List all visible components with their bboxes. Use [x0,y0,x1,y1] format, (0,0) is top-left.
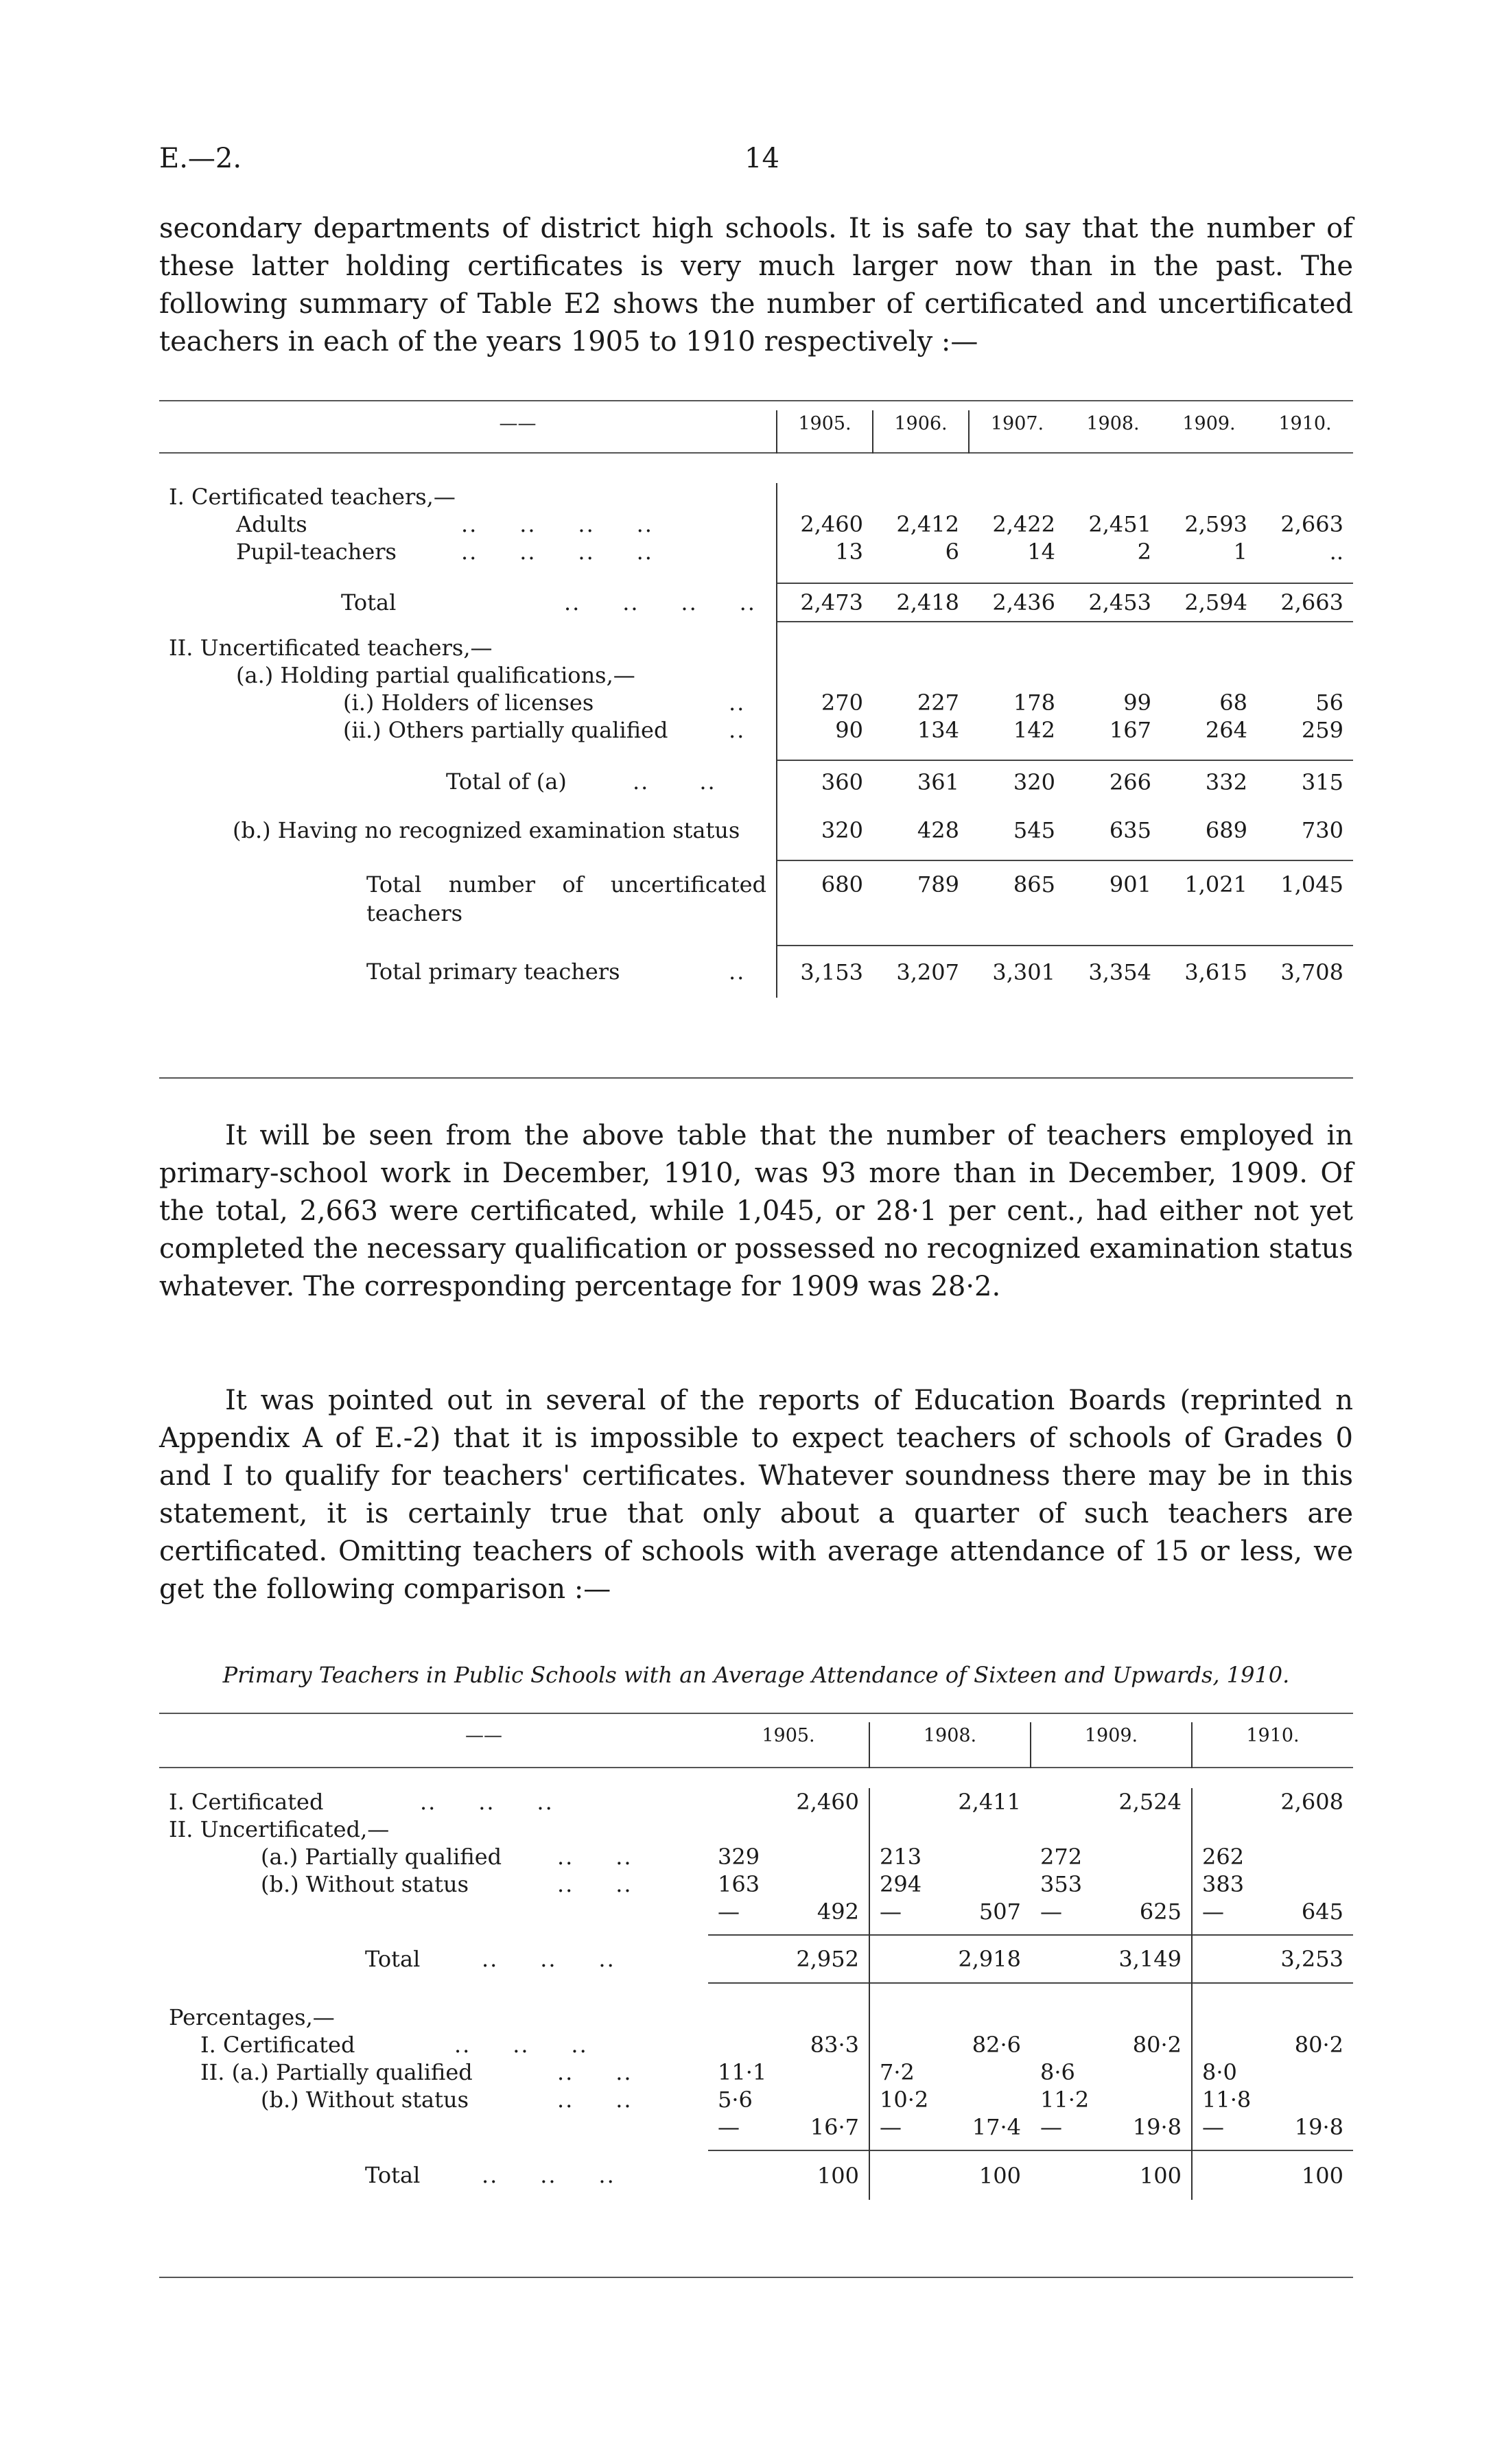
cell: 320 [969,760,1065,803]
section-uncertificated-label: II. Uncertificated teachers,— [169,635,493,661]
certificated-total-label: Total [341,589,397,615]
table-row: Total of (a) .. .. 360 361 320 266 332 315 [159,760,1353,803]
cell: 2,473 [777,583,873,622]
cell: 320 [777,817,873,844]
cell: 428 [917,817,959,843]
table-row: Total .. .. .. 2,952 2,918 3,149 3,253 [159,1935,1353,1983]
cell: 272 [1040,1844,1083,1870]
table-row: Total .. .. .. .. 2,473 2,418 2,436 2,453 2,594 2,663 [159,583,1353,622]
cell: 507 [978,1899,1021,1925]
series-code: E.—2. [159,143,242,174]
paragraph-intro: secondary departments of district high schools. It is safe to say that the number of these latter holding certificates is very much larger now than in the past. The following summary of Table E2 shows the number of certificated and uncertificated teachers in each of the years 1905 to 1910 respectively :— [159,213,1353,357]
table-row [159,860,1353,928]
total-uncertificated-label: Total number of uncertificated teachers [366,871,766,926]
cell: 3,354 [1065,946,1161,998]
cell: 789 [873,860,969,928]
adults-label: Adults [236,511,307,537]
cell: 262 [1192,1843,1353,1870]
cell: 2,663 [1280,511,1343,537]
table-row: Adults .. .. .. .. 2,460 2,412 2,422 2,451 2,593 2,663 [159,511,1353,538]
table2-bottom-rule [159,2277,1353,2278]
total-a-label: Total of (a) [446,768,567,795]
licenses-label: (i.) Holders of licenses [343,690,594,716]
cell: 100 [1192,2150,1353,2200]
cell: 2,418 [873,583,969,622]
cell: 2,460 [777,511,873,538]
cell: 82·6 [869,2031,1031,2058]
table-row: (ii.) Others partially qualified .. 90 134 142 167 264 259 [159,716,1353,744]
others-partially-label: (ii.) Others partially qualified [343,717,668,743]
t2-total-label: Total [365,1946,421,1972]
cell: 3,149 [1031,1935,1192,1983]
cell: 901 [1065,860,1161,928]
cell: 2,608 [1192,1788,1353,1816]
t2-percentages-label: Percentages,— [169,2004,335,2030]
table2-top-rule [159,1713,1353,1714]
cell: 2,451 [1088,511,1151,537]
t2-pct-total-label: Total [365,2162,421,2188]
table2-year-1905: 1905. [762,1725,815,1746]
cell: 13 [777,538,873,565]
cell: 10·2 [869,2086,1031,2113]
cell: 360 [777,760,873,803]
table2-header-row [159,1722,1353,1768]
total-primary-label: Total primary teachers [366,959,620,985]
cell: 17·4 [972,2114,1021,2140]
cell: 689 [1205,817,1247,843]
table-row: (b.) Without status .. .. 163 294 353 383 [159,1870,1353,1898]
table-row: I. Certificated .. .. .. 2,460 2,411 2,524 2,608 [159,1788,1353,1816]
cell: 270 [777,689,873,716]
cell: 680 [777,860,873,928]
cell: 227 [917,690,959,716]
table1-top-rule [159,400,1353,401]
cell: 3,708 [1257,946,1353,998]
cell: 142 [1013,717,1055,743]
cell: 11·2 [1040,2087,1090,2113]
cell: 100 [1031,2150,1192,2200]
table1-year-1905: 1905. [777,410,873,453]
table1-stub-head: —— [499,413,537,434]
cell: 2,918 [869,1935,1031,1983]
cell: 3,301 [969,946,1065,998]
table2 [159,1722,1353,2200]
cell: 2,411 [869,1788,1031,1816]
cell: 1,045 [1257,860,1353,928]
paragraph-comparison: It was pointed out in several of the reports of Education Boards (reprinted n Appendix A of E.-2) that it is impossible to expect teachers of schools of Grades 0 and I to qualify for teachers' certificates. Whatever soundness there may be in this statement, it is certainly true that only about a quarter of such teachers are certificated. Omitting teachers of schools with average attendance of 15 or less, we get the following comparison :— [159,1385,1353,1605]
cell: 100 [708,2150,869,2200]
no-status-label: (b.) Having no recognized examination status [233,817,740,843]
table-row: Total primary teachers .. 3,153 3,207 3,301 3,354 3,615 3,708 [159,946,1353,998]
t2-pct-partially-label: II. (a.) Partially qualified [200,2059,473,2085]
cell: 2,952 [708,1935,869,1983]
cell: 80·2 [1192,2031,1353,2058]
table2-stub-head: —— [465,1725,502,1746]
cell: 264 [1205,717,1247,743]
cell: 2,422 [992,511,1055,537]
table1-year-1910: 1910. [1278,413,1332,434]
cell: 865 [969,860,1065,928]
cell: 90 [777,716,873,744]
pupil-teachers-label: Pupil-teachers [236,539,397,565]
table-row: II. (a.) Partially qualified .. .. 11·1 7·2 8·6 8·0 [159,2058,1353,2086]
cell: 383 [1192,1870,1353,1898]
cell: 2,663 [1257,583,1353,622]
page-number: 14 [744,143,779,174]
t2-certificated-label: I. Certificated [169,1789,324,1815]
cell: 19·8 [1132,2114,1182,2140]
table2-caption: Primary Teachers in Public Schools with an Average Attendance of Sixteen and Upwards, 1910. [222,1662,1290,1688]
cell: 635 [1109,817,1151,843]
cell: 2,460 [796,1789,859,1815]
cell: 2,593 [1184,511,1247,537]
cell: 7·2 [869,2058,1031,2086]
table1-bottom-rule [159,1077,1353,1079]
cell: 259 [1301,717,1343,743]
cell: 8·0 [1192,2058,1353,2086]
section-certificated-label: I. Certificated teachers,— [169,484,456,510]
table1-year-1909: 1909. [1182,413,1236,434]
t2-pct-certificated-label: I. Certificated [200,2032,355,2058]
cell: 80·2 [1132,2032,1182,2058]
cell: 14 [1027,539,1055,565]
cell: 3,207 [873,946,969,998]
cell: 167 [1109,717,1151,743]
cell: 11·8 [1192,2086,1353,2113]
cell: 2,412 [896,511,959,537]
cell: 11·1 [718,2059,767,2085]
table-row: (i.) Holders of licenses .. 270 227 178 99 68 56 [159,689,1353,716]
table-row [159,2004,1353,2031]
cell: 8·6 [1040,2059,1075,2085]
table1-year-1907: 1907. [969,410,1065,453]
cell: 68 [1219,690,1247,716]
table-row [159,817,1353,844]
table-row: I. Certificated .. .. .. 83·3 82·6 80·2 80·2 [159,2031,1353,2058]
cell: 5·6 [718,2087,753,2113]
table-row [159,483,1353,511]
cell: 2,436 [969,583,1065,622]
cell: 1 [1233,539,1247,565]
table1-header-row [159,410,1353,453]
cell: 6 [945,539,959,565]
cell: 213 [869,1843,1031,1870]
table2-year-1909: 1909. [1031,1722,1192,1768]
cell: 294 [869,1870,1031,1898]
table1-year-1908: 1908. [1086,413,1140,434]
cell: 332 [1161,760,1257,803]
t2-partially-qualified-label: (a.) Partially qualified [261,1844,502,1870]
cell: 100 [869,2150,1031,2200]
partial-qualifications-label: (a.) Holding partial qualifications,— [236,662,635,688]
cell: 16·7 [810,2114,859,2140]
cell: 134 [917,717,959,743]
table2-year-1910: 1910. [1192,1722,1353,1768]
cell: 3,615 [1161,946,1257,998]
cell: .. [1329,539,1343,565]
cell: 2,594 [1161,583,1257,622]
paragraph-summary: It will be seen from the above table that the number of teachers employed in primary-school work in December, 1910, was 93 more than in December, 1909. Of the total, 2,663 were certificated, while 1,045, or 28·1 per cent., had either not yet completed the necessary qualification or possessed no recognized examination status whatever. The corresponding percentage for 1909 was 28·2. [159,1120,1353,1302]
t2-uncertificated-label: II. Uncertificated,— [169,1816,390,1842]
table1 [159,410,1353,998]
table1-year-1906: 1906. [873,410,969,453]
cell: 2 [1137,539,1151,565]
table-row: Total .. .. .. 100 100 100 100 [159,2150,1353,2200]
cell: 1,021 [1161,860,1257,928]
t2-without-status-label: (b.) Without status [261,1871,469,1897]
cell: 492 [817,1899,859,1925]
cell: 645 [1301,1899,1343,1925]
table-row [159,634,1353,661]
cell: 730 [1301,817,1343,843]
cell: 56 [1315,690,1343,716]
cell: 353 [1040,1871,1083,1897]
cell: 315 [1257,760,1353,803]
table-row: (b.) Without status .. .. 5·6 10·2 11·2 11·8 [159,2086,1353,2113]
cell: 99 [1123,690,1151,716]
cell: 19·8 [1294,2114,1343,2140]
cell: 545 [1013,817,1055,843]
cell: 163 [718,1871,760,1897]
cell: 266 [1065,760,1161,803]
cell: 2,524 [1118,1789,1182,1815]
t2-pct-without-status-label: (b.) Without status [261,2087,469,2113]
cell: 625 [1139,1899,1182,1925]
table-row: Pupil-teachers .. .. .. .. 13 6 14 2 1 .. [159,538,1353,565]
table2-year-1908: 1908. [869,1722,1031,1768]
cell: 2,453 [1065,583,1161,622]
cell: 3,253 [1192,1935,1353,1983]
table-row: — 16·7 — 17·4 — 19·8 — 19·8 [159,2113,1353,2141]
table-row: (a.) Partially qualified .. .. 329 213 272 262 [159,1843,1353,1870]
table-row [159,1816,1353,1843]
cell: 3,153 [777,946,873,998]
cell: 361 [873,760,969,803]
table-row: — 492 — 507 — 625 — 645 [159,1898,1353,1925]
cell: 178 [1013,690,1055,716]
table-row [159,661,1353,689]
cell: 83·3 [810,2032,859,2058]
cell: 329 [718,1844,760,1870]
